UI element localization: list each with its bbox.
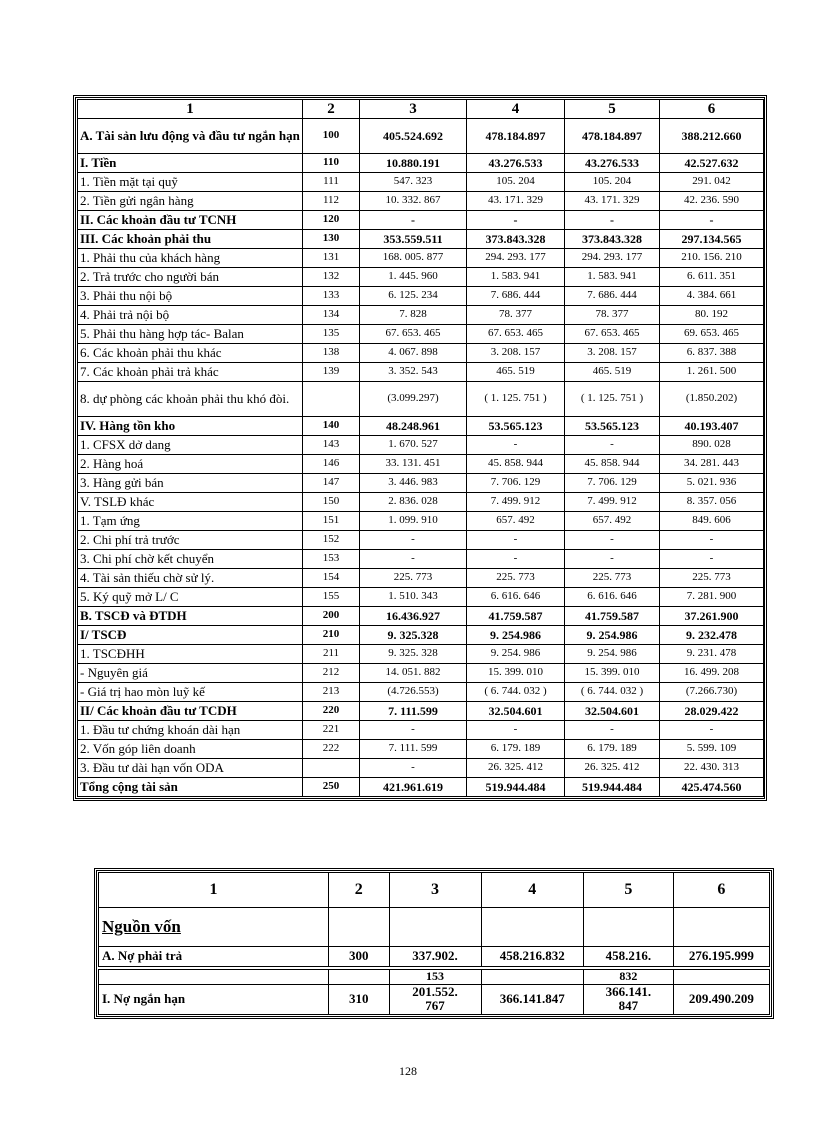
row-label: 2. Vốn góp liên doanh <box>78 740 303 759</box>
row-code: 147 <box>303 474 360 493</box>
value-cell: 7. 281. 900 <box>660 588 764 607</box>
value-cell: 209.490.209 <box>673 985 769 1015</box>
value-cell: - <box>467 211 565 230</box>
value-cell: 337.902. <box>389 947 481 967</box>
table-row <box>99 985 770 1015</box>
value-cell: - <box>660 550 764 569</box>
row-label: 5. Ký quỹ mở L/ C <box>78 588 303 607</box>
row-code: 151 <box>303 512 360 531</box>
value-cell: 210. 156. 210 <box>660 249 764 268</box>
value-cell: 7. 828 <box>360 306 467 325</box>
value-cell: 7. 111.599 <box>360 702 467 721</box>
value-cell: 225. 773 <box>360 569 467 588</box>
row-code: 210 <box>303 626 360 645</box>
row-code: 152 <box>303 531 360 550</box>
value-cell: 53.565.123 <box>467 417 565 436</box>
table-row <box>78 588 764 607</box>
table-row <box>78 154 764 173</box>
row-code: 212 <box>303 664 360 683</box>
value-cell: 890. 028 <box>660 436 764 455</box>
row-code: 213 <box>303 683 360 702</box>
assets-header-row <box>78 100 764 119</box>
value-cell: 366.141. 847 <box>583 985 673 1015</box>
table-row <box>78 531 764 550</box>
value-cell: 3. 208. 157 <box>467 344 565 363</box>
value-cell: 15. 399. 010 <box>467 664 565 683</box>
header-cell: 1 <box>99 873 329 908</box>
row-code <box>303 382 360 417</box>
header-cell: 5 <box>565 100 660 119</box>
value-cell: 4. 384. 661 <box>660 287 764 306</box>
value-cell: - <box>565 531 660 550</box>
value-cell: 6. 611. 351 <box>660 268 764 287</box>
value-cell: - <box>467 550 565 569</box>
value-cell: 4. 067. 898 <box>360 344 467 363</box>
value-cell: 48.248.961 <box>360 417 467 436</box>
value-cell: 7. 686. 444 <box>467 287 565 306</box>
table-row <box>78 493 764 512</box>
row-label: 3. Hàng gửi bán <box>78 474 303 493</box>
value-cell: 547. 323 <box>360 173 467 192</box>
table-row <box>78 268 764 287</box>
table-row <box>78 664 764 683</box>
value-cell: 26. 325. 412 <box>467 759 565 778</box>
value-cell: 276.195.999 <box>673 947 769 967</box>
value-cell: 1. 445. 960 <box>360 268 467 287</box>
row-code: 110 <box>303 154 360 173</box>
value-cell: 9. 325. 328 <box>360 645 467 664</box>
row-label: 1. CFSX dở dang <box>78 436 303 455</box>
value-cell: 28.029.422 <box>660 702 764 721</box>
table-row <box>78 683 764 702</box>
row-code: 310 <box>328 985 389 1015</box>
row-code: 120 <box>303 211 360 230</box>
value-cell: 297.134.565 <box>660 230 764 249</box>
value-cell: - <box>565 211 660 230</box>
table-row <box>78 740 764 759</box>
row-label: I/ TSCĐ <box>78 626 303 645</box>
row-label: 1. Tiền mặt tại quỹ <box>78 173 303 192</box>
table-row <box>78 455 764 474</box>
value-cell: 519.944.484 <box>467 778 565 797</box>
value-cell: 849. 606 <box>660 512 764 531</box>
value-cell: 7. 686. 444 <box>565 287 660 306</box>
value-cell: 353.559.511 <box>360 230 467 249</box>
value-cell: 8. 357. 056 <box>660 493 764 512</box>
value-cell: 37.261.900 <box>660 607 764 626</box>
value-cell: 43. 171. 329 <box>467 192 565 211</box>
value-cell: 405.524.692 <box>360 119 467 154</box>
header-cell: 4 <box>481 873 583 908</box>
value-cell: 465. 519 <box>467 363 565 382</box>
value-cell: 105. 204 <box>467 173 565 192</box>
value-cell: 7. 706. 129 <box>565 474 660 493</box>
table-row <box>99 947 770 967</box>
value-cell: 34. 281. 443 <box>660 455 764 474</box>
row-label: 5. Phải thu hàng hợp tác- Balan <box>78 325 303 344</box>
value-cell: 6. 179. 189 <box>467 740 565 759</box>
value-cell: 6. 837. 388 <box>660 344 764 363</box>
value-cell: 43.276.533 <box>565 154 660 173</box>
value-cell: 9. 232.478 <box>660 626 764 645</box>
table-row <box>78 325 764 344</box>
value-cell: 67. 653. 465 <box>565 325 660 344</box>
table-row <box>78 645 764 664</box>
row-label: 3. Đầu tư dài hạn vốn ODA <box>78 759 303 778</box>
value-cell: 1. 670. 527 <box>360 436 467 455</box>
row-code: 222 <box>303 740 360 759</box>
value-cell: 33. 131. 451 <box>360 455 467 474</box>
row-code: 112 <box>303 192 360 211</box>
table-row <box>78 211 764 230</box>
value-cell: 3. 446. 983 <box>360 474 467 493</box>
value-cell: 16.436.927 <box>360 607 467 626</box>
value-cell: 5. 021. 936 <box>660 474 764 493</box>
header-cell: 3 <box>389 873 481 908</box>
value-cell: - <box>360 211 467 230</box>
value-cell: 40.193.407 <box>660 417 764 436</box>
row-label: 3. Phải thu nội bộ <box>78 287 303 306</box>
row-label: - Giá trị hao mòn luỹ kế <box>78 683 303 702</box>
value-cell: - <box>660 211 764 230</box>
table-row <box>78 344 764 363</box>
value-cell: - <box>467 721 565 740</box>
row-label: 1. Phải thu của khách hàng <box>78 249 303 268</box>
value-cell: 465. 519 <box>565 363 660 382</box>
value-cell: 225. 773 <box>565 569 660 588</box>
row-label: - Nguyên giá <box>78 664 303 683</box>
row-label: 8. dự phòng các khoản phải thu khó đòi. <box>78 382 303 417</box>
table-row <box>78 119 764 154</box>
row-label: I. Tiền <box>78 154 303 173</box>
table-row <box>78 759 764 778</box>
table-row <box>78 721 764 740</box>
row-code: 139 <box>303 363 360 382</box>
value-cell: - <box>360 550 467 569</box>
value-cell: - <box>660 531 764 550</box>
value-cell: - <box>660 721 764 740</box>
value-cell: 373.843.328 <box>565 230 660 249</box>
table-row <box>78 382 764 417</box>
row-code: 154 <box>303 569 360 588</box>
value-cell: - <box>360 531 467 550</box>
value-cell: 9. 254. 986 <box>467 645 565 664</box>
value-cell: 42. 236. 590 <box>660 192 764 211</box>
row-code <box>303 759 360 778</box>
value-cell: 1. 583. 941 <box>467 268 565 287</box>
value-cell: 10.880.191 <box>360 154 467 173</box>
value-cell: 16. 499. 208 <box>660 664 764 683</box>
value-cell: ( 6. 744. 032 ) <box>565 683 660 702</box>
table-row <box>78 702 764 721</box>
table-row <box>78 363 764 382</box>
table-row <box>78 249 764 268</box>
row-code: 250 <box>303 778 360 797</box>
value-cell: 41.759.587 <box>565 607 660 626</box>
value-cell: 1. 099. 910 <box>360 512 467 531</box>
section-title: Nguồn vốn <box>102 916 181 936</box>
value-cell: (4.726.553) <box>360 683 467 702</box>
row-label: 2. Tiền gửi ngân hàng <box>78 192 303 211</box>
liabilities-table <box>98 872 770 1015</box>
header-cell: 2 <box>303 100 360 119</box>
value-cell: 201.552. 767 <box>389 985 481 1015</box>
row-label: 3. Chi phí chờ kết chuyển <box>78 550 303 569</box>
row-label: 7. Các khoản phải trả khác <box>78 363 303 382</box>
value-cell: 6. 616. 646 <box>467 588 565 607</box>
value-cell: 7. 499. 912 <box>565 493 660 512</box>
value-cell: - <box>565 436 660 455</box>
value-cell: 45. 858. 944 <box>467 455 565 474</box>
row-label: II/ Các khoản đầu tư TCDH <box>78 702 303 721</box>
value-cell: 478.184.897 <box>467 119 565 154</box>
value-cell: 42.527.632 <box>660 154 764 173</box>
value-cell: 9. 254.986 <box>467 626 565 645</box>
table-row <box>78 550 764 569</box>
value-cell: 43.276.533 <box>467 154 565 173</box>
value-cell: 15. 399. 010 <box>565 664 660 683</box>
value-cell: ( 6. 744. 032 ) <box>467 683 565 702</box>
row-code: 132 <box>303 268 360 287</box>
value-cell: 78. 377 <box>467 306 565 325</box>
value-cell: 3. 352. 543 <box>360 363 467 382</box>
row-code: 138 <box>303 344 360 363</box>
value-cell: 6. 179. 189 <box>565 740 660 759</box>
row-code: 146 <box>303 455 360 474</box>
row-label: 1. TSCĐHH <box>78 645 303 664</box>
value-cell: 458.216.832 <box>481 947 583 967</box>
value-cell: - <box>565 721 660 740</box>
row-code: 100 <box>303 119 360 154</box>
table-row <box>78 287 764 306</box>
table-row <box>78 417 764 436</box>
row-code: 150 <box>303 493 360 512</box>
value-cell: 373.843.328 <box>467 230 565 249</box>
value-cell: 225. 773 <box>660 569 764 588</box>
row-code: 155 <box>303 588 360 607</box>
value-cell: 67. 653. 465 <box>467 325 565 344</box>
table-row <box>78 778 764 797</box>
value-cell: 7. 706. 129 <box>467 474 565 493</box>
header-cell: 6 <box>660 100 764 119</box>
value-cell: ( 1. 125. 751 ) <box>565 382 660 417</box>
row-label: A. Nợ phải trả <box>99 947 329 967</box>
row-label: V. TSLĐ khác <box>78 493 303 512</box>
continuation-row <box>99 970 770 985</box>
liabilities-table-frame <box>94 868 774 1019</box>
row-label: 4. Tài sản thiếu chờ sử lý. <box>78 569 303 588</box>
row-label: 1. Đầu tư chứng khoán dài hạn <box>78 721 303 740</box>
row-code: 134 <box>303 306 360 325</box>
header-cell: 2 <box>328 873 389 908</box>
value-cell: 2. 836. 028 <box>360 493 467 512</box>
value-cell: 1. 261. 500 <box>660 363 764 382</box>
row-label: Tổng cộng tài sản <box>78 778 303 797</box>
table-row <box>78 607 764 626</box>
value-cell: 9. 325.328 <box>360 626 467 645</box>
value-cell: 3. 208. 157 <box>565 344 660 363</box>
assets-table-frame <box>73 95 767 801</box>
value-cell: 5. 599. 109 <box>660 740 764 759</box>
value-cell: 80. 192 <box>660 306 764 325</box>
table-row <box>78 436 764 455</box>
row-label: 4. Phải trả nội bộ <box>78 306 303 325</box>
table-row <box>78 626 764 645</box>
value-cell: - <box>467 436 565 455</box>
value-cell: 9. 254.986 <box>565 626 660 645</box>
row-label: II. Các khoản đầu tư TCNH <box>78 211 303 230</box>
value-cell: 168. 005. 877 <box>360 249 467 268</box>
value-cell: 22. 430. 313 <box>660 759 764 778</box>
value-cell: 1. 510. 343 <box>360 588 467 607</box>
value-cell: 45. 858. 944 <box>565 455 660 474</box>
header-cell: 1 <box>78 100 303 119</box>
value-cell: 69. 653. 465 <box>660 325 764 344</box>
header-cell: 6 <box>673 873 769 908</box>
table-row <box>78 474 764 493</box>
value-cell: 10. 332. 867 <box>360 192 467 211</box>
row-label: B. TSCĐ và ĐTDH <box>78 607 303 626</box>
row-label: I. Nợ ngắn hạn <box>99 985 329 1015</box>
value-cell: - <box>565 550 660 569</box>
row-label: 2. Hàng hoá <box>78 455 303 474</box>
value-cell: 291. 042 <box>660 173 764 192</box>
row-code: 211 <box>303 645 360 664</box>
row-code: 135 <box>303 325 360 344</box>
value-cell: 388.212.660 <box>660 119 764 154</box>
value-cell: 41.759.587 <box>467 607 565 626</box>
value-cell: 9. 231. 478 <box>660 645 764 664</box>
table-row <box>78 512 764 531</box>
row-code: 140 <box>303 417 360 436</box>
value-cell: 32.504.601 <box>565 702 660 721</box>
row-code: 133 <box>303 287 360 306</box>
value-cell: 519.944.484 <box>565 778 660 797</box>
value-cell: 26. 325. 412 <box>565 759 660 778</box>
header-cell: 4 <box>467 100 565 119</box>
value-cell: 7. 111. 599 <box>360 740 467 759</box>
row-code: 153 <box>303 550 360 569</box>
value-cell: 832 <box>583 970 673 985</box>
value-cell: 153 <box>389 970 481 985</box>
row-label: III. Các khoản phải thu <box>78 230 303 249</box>
value-cell: 294. 293. 177 <box>565 249 660 268</box>
value-cell: 6. 125. 234 <box>360 287 467 306</box>
table-row <box>78 306 764 325</box>
row-label: 6. Các khoản phải thu khác <box>78 344 303 363</box>
row-code: 221 <box>303 721 360 740</box>
row-label: IV. Hàng tồn kho <box>78 417 303 436</box>
table-row <box>78 230 764 249</box>
table-row <box>78 569 764 588</box>
row-code: 111 <box>303 173 360 192</box>
value-cell: 53.565.123 <box>565 417 660 436</box>
row-code: 200 <box>303 607 360 626</box>
row-code: 131 <box>303 249 360 268</box>
value-cell: 32.504.601 <box>467 702 565 721</box>
row-code: 300 <box>328 947 389 967</box>
value-cell: 7. 499. 912 <box>467 493 565 512</box>
table-row <box>78 173 764 192</box>
value-cell: 294. 293. 177 <box>467 249 565 268</box>
value-cell: 458.216. <box>583 947 673 967</box>
row-code: 130 <box>303 230 360 249</box>
row-label: 1. Tạm ứng <box>78 512 303 531</box>
value-cell: 657. 492 <box>467 512 565 531</box>
value-cell: ( 1. 125. 751 ) <box>467 382 565 417</box>
table-row <box>78 192 764 211</box>
value-cell: 43. 171. 329 <box>565 192 660 211</box>
row-label: 2. Chi phí trả trước <box>78 531 303 550</box>
value-cell: 6. 616. 646 <box>565 588 660 607</box>
value-cell: (7.266.730) <box>660 683 764 702</box>
value-cell: - <box>360 721 467 740</box>
value-cell: 78. 377 <box>565 306 660 325</box>
value-cell: (3.099.297) <box>360 382 467 417</box>
value-cell: - <box>360 759 467 778</box>
value-cell: 105. 204 <box>565 173 660 192</box>
value-cell: 1. 583. 941 <box>565 268 660 287</box>
value-cell: 14. 051. 882 <box>360 664 467 683</box>
row-code: 220 <box>303 702 360 721</box>
value-cell: 478.184.897 <box>565 119 660 154</box>
section-title-row <box>99 908 770 947</box>
value-cell: 657. 492 <box>565 512 660 531</box>
row-label: 2. Trả trước cho người bán <box>78 268 303 287</box>
value-cell: 225. 773 <box>467 569 565 588</box>
value-cell: 421.961.619 <box>360 778 467 797</box>
value-cell: (1.850.202) <box>660 382 764 417</box>
page-number: 128 <box>399 1064 417 1078</box>
value-cell: 67. 653. 465 <box>360 325 467 344</box>
liabilities-header-row <box>99 873 770 908</box>
header-cell: 5 <box>583 873 673 908</box>
row-label: A. Tài sản lưu động và đầu tư ngắn hạn <box>78 119 303 154</box>
assets-table <box>77 99 764 797</box>
value-cell: - <box>467 531 565 550</box>
value-cell: 366.141.847 <box>481 985 583 1015</box>
header-cell: 3 <box>360 100 467 119</box>
value-cell: 9. 254. 986 <box>565 645 660 664</box>
row-code: 143 <box>303 436 360 455</box>
value-cell: 425.474.560 <box>660 778 764 797</box>
